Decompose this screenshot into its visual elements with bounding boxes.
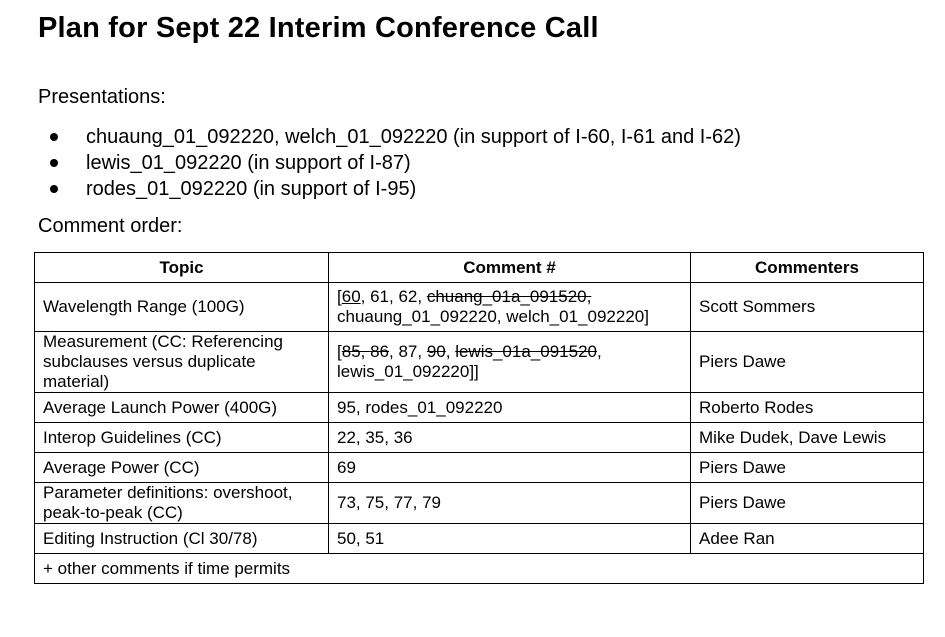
page-title: Plan for Sept 22 Interim Conference Call: [38, 12, 599, 44]
comment-text-struck: 85, 86: [341, 342, 389, 361]
bullet-icon: [50, 133, 58, 141]
comment-text-struck: 90: [426, 342, 446, 361]
comment-text-struck: lewis_01a_091520: [455, 342, 597, 361]
commenters-cell: Piers Dawe: [691, 483, 924, 524]
presentation-text: lewis_01_092220 (in support of I-87): [86, 152, 411, 174]
topic-cell: Average Power (CC): [35, 453, 329, 483]
commenters-cell: Roberto Rodes: [691, 393, 924, 423]
comment-text-struck: chuang_01a_091520,: [426, 287, 592, 306]
topic-cell: Parameter definitions: overshoot, peak-to-peak (CC): [35, 483, 329, 524]
commenters-cell: Scott Sommers: [691, 283, 924, 332]
topic-cell: Editing Instruction (Cl 30/78): [35, 524, 329, 554]
list-item: [38, 150, 741, 176]
comment-text: ,: [596, 342, 602, 361]
bullet-icon: [50, 159, 58, 167]
comment-order-label: Comment order:: [38, 215, 183, 237]
table-row: [35, 332, 924, 393]
presentations-list: [38, 124, 741, 202]
comment-text-underlined: 60: [341, 287, 361, 306]
table-row: [35, 453, 924, 483]
commenters-cell: Mike Dudek, Dave Lewis: [691, 423, 924, 453]
commenters-cell: Piers Dawe: [691, 453, 924, 483]
comment-text: [: [337, 342, 342, 361]
comment-text: lewis_01_092220]]: [337, 362, 479, 381]
comment-cell: [329, 283, 691, 332]
table-row: [35, 423, 924, 453]
commenters-cell: Adee Ran: [691, 524, 924, 554]
header-topic: Topic: [35, 253, 329, 283]
comment-cell: [329, 332, 691, 393]
commenters-cell: Piers Dawe: [691, 332, 924, 393]
comment-text: [: [337, 287, 342, 306]
comment-cell: 95, rodes_01_092220: [329, 393, 691, 423]
presentations-label: Presentations:: [38, 86, 166, 108]
table-row: [35, 393, 924, 423]
presentation-text: chuaung_01_092220, welch_01_092220 (in support of I-60, I-61 and I-62): [86, 126, 741, 148]
comment-text: , 61, 62,: [360, 287, 427, 306]
presentation-text: rodes_01_092220 (in support of I-95): [86, 178, 417, 200]
table-header-row: [35, 253, 924, 283]
table-footer-row: [35, 554, 924, 584]
comment-cell: 73, 75, 77, 79: [329, 483, 691, 524]
table-row: [35, 483, 924, 524]
comment-cell: 69: [329, 453, 691, 483]
comment-text: ,: [445, 342, 456, 361]
table-row: [35, 283, 924, 332]
list-item: [38, 124, 741, 150]
topic-cell: Measurement (CC: Referencing subclauses versus duplicate material): [35, 332, 329, 393]
topic-cell: Interop Guidelines (CC): [35, 423, 329, 453]
table-row: [35, 524, 924, 554]
header-commenters: Commenters: [691, 253, 924, 283]
comment-cell: 22, 35, 36: [329, 423, 691, 453]
comment-text: , 87,: [389, 342, 427, 361]
other-comments-note: + other comments if time permits: [35, 554, 924, 584]
list-item: [38, 176, 741, 202]
bullet-icon: [50, 185, 58, 193]
comment-order-table: [34, 252, 924, 584]
topic-cell: Wavelength Range (100G): [35, 283, 329, 332]
comment-cell: 50, 51: [329, 524, 691, 554]
comment-text: chuaung_01_092220, welch_01_092220]: [337, 307, 649, 326]
topic-cell: Average Launch Power (400G): [35, 393, 329, 423]
header-comment-number: Comment #: [329, 253, 691, 283]
